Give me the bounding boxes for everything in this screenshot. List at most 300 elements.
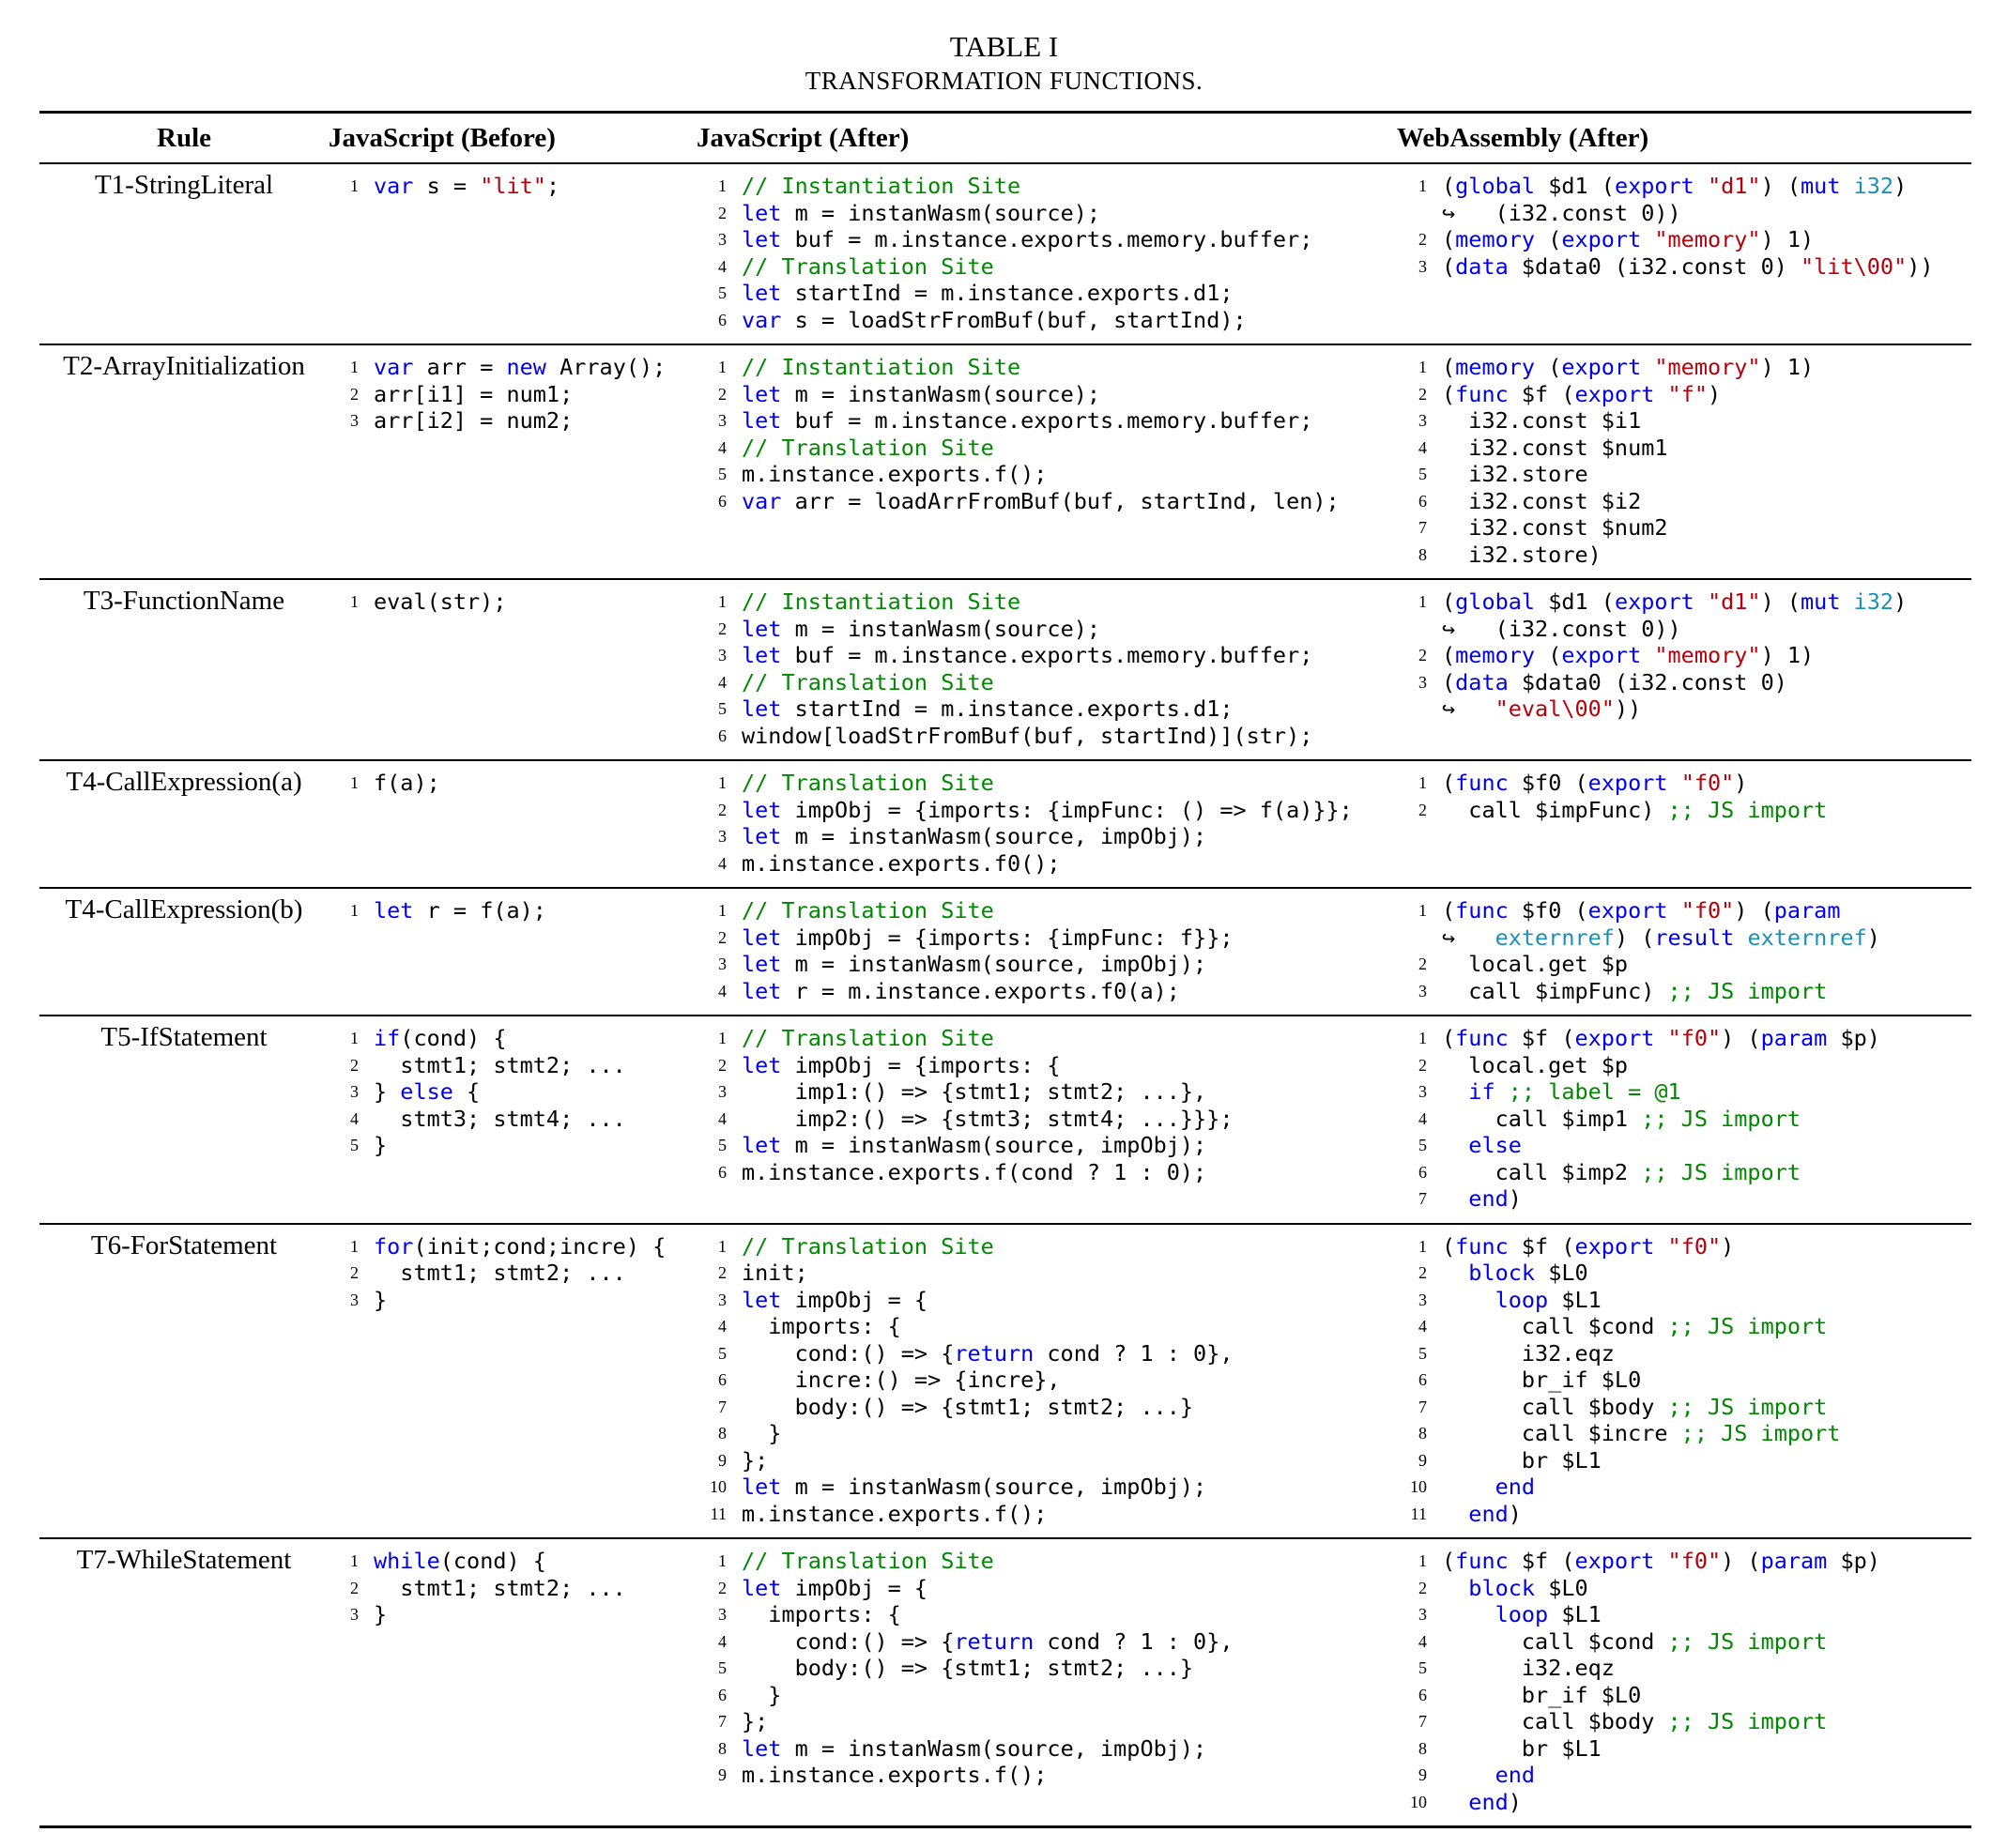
line-number: 7 bbox=[718, 1397, 727, 1416]
token: ) bbox=[1721, 1232, 1735, 1260]
line-number: 3 bbox=[1418, 256, 1427, 276]
token: { bbox=[452, 1078, 481, 1105]
code-line bbox=[697, 1762, 1397, 1789]
token: stmt1; stmt2; ... bbox=[374, 1051, 626, 1078]
header-js-before: JavaScript (Before) bbox=[329, 113, 697, 164]
code-text bbox=[742, 1132, 1206, 1159]
token: cond:() => { bbox=[742, 1339, 955, 1367]
header-rule: Rule bbox=[39, 113, 329, 164]
line-number: 10 bbox=[710, 1477, 727, 1496]
rule-name: T6-ForStatement bbox=[39, 1224, 329, 1539]
code-text bbox=[1442, 1575, 1588, 1602]
token-kw: block bbox=[1468, 1260, 1536, 1286]
line-number: 6 bbox=[1418, 1370, 1427, 1389]
token-ty: i32 bbox=[1853, 588, 1894, 615]
line-number: 5 bbox=[350, 1136, 359, 1154]
token-kw: global bbox=[1455, 588, 1536, 615]
token bbox=[1654, 1548, 1667, 1574]
code-text bbox=[1442, 1367, 1641, 1394]
token-str: "f0" bbox=[1667, 1025, 1722, 1051]
token-kw: let bbox=[742, 1474, 782, 1500]
code-text bbox=[374, 588, 506, 616]
code-text bbox=[1442, 1628, 1827, 1656]
code-line bbox=[329, 1260, 697, 1287]
line-number bbox=[1397, 200, 1442, 227]
line-number: 5 bbox=[718, 465, 727, 483]
code-line bbox=[329, 770, 697, 797]
token-kw: memory bbox=[1455, 226, 1536, 252]
token bbox=[1840, 588, 1853, 615]
line-number: 2 bbox=[1418, 230, 1427, 249]
code-wasm bbox=[1397, 163, 1971, 344]
code-text bbox=[742, 488, 1340, 515]
line-number: 1 bbox=[350, 592, 359, 611]
code-text bbox=[374, 1548, 546, 1575]
token-kw: memory bbox=[1455, 354, 1536, 380]
code-text bbox=[742, 1682, 781, 1709]
code-line bbox=[697, 770, 1397, 797]
token-kw: end bbox=[1468, 1185, 1509, 1212]
line-number: 2 bbox=[1418, 1578, 1427, 1597]
code-text bbox=[742, 1078, 1206, 1106]
code-text bbox=[374, 1575, 626, 1602]
token: ) bbox=[1893, 173, 1908, 199]
token bbox=[1668, 770, 1681, 796]
token: $p) bbox=[1827, 1548, 1880, 1574]
line-number: 5 bbox=[718, 699, 727, 718]
token-kw: let bbox=[742, 695, 782, 722]
code-line bbox=[1397, 1628, 1971, 1656]
line-number: 4 bbox=[718, 853, 727, 873]
code-text bbox=[1442, 1735, 1602, 1763]
token: i32.const $num2 bbox=[1442, 514, 1668, 541]
token-kw: let bbox=[742, 280, 782, 306]
code-line bbox=[1397, 951, 1971, 978]
code-text bbox=[742, 1420, 781, 1447]
code-text bbox=[742, 1340, 1234, 1367]
code-line bbox=[697, 978, 1397, 1005]
code-line bbox=[697, 435, 1397, 462]
code-line bbox=[697, 797, 1397, 824]
token: ) ( bbox=[1721, 1025, 1761, 1051]
line-number: 10 bbox=[1410, 1792, 1427, 1811]
transformation-table bbox=[39, 111, 1971, 1828]
token-kw: let bbox=[374, 897, 414, 924]
token-kw: if bbox=[374, 1025, 401, 1051]
token-cm: ;; label = @1 bbox=[1508, 1078, 1681, 1105]
code-text bbox=[1442, 381, 1721, 408]
code-text bbox=[742, 1762, 1047, 1789]
token-kw: let bbox=[742, 977, 782, 1004]
line-number: 3 bbox=[1418, 1290, 1427, 1309]
code-line bbox=[697, 280, 1397, 307]
token-kw: else bbox=[400, 1078, 453, 1105]
table-row bbox=[39, 760, 1971, 888]
code-line bbox=[329, 1078, 697, 1106]
code-line bbox=[1397, 1106, 1971, 1133]
token: $f0 ( bbox=[1508, 897, 1588, 924]
token-kw: func bbox=[1455, 1232, 1509, 1260]
token-cm: // Translation Site bbox=[742, 668, 994, 695]
code-line bbox=[329, 1025, 697, 1052]
code-line bbox=[697, 461, 1397, 488]
line-number: 3 bbox=[350, 1290, 359, 1309]
line-number: 1 bbox=[1418, 1236, 1427, 1256]
code-text bbox=[1442, 1287, 1602, 1314]
line-number: 3 bbox=[1418, 1082, 1427, 1101]
token: } bbox=[742, 1420, 782, 1446]
line-number: 6 bbox=[718, 491, 727, 511]
code-before bbox=[329, 1538, 697, 1827]
code-line bbox=[697, 381, 1397, 408]
token: m = instanWasm(source); bbox=[781, 615, 1101, 642]
token: i32.const $num1 bbox=[1442, 434, 1668, 461]
code-text bbox=[374, 1233, 666, 1260]
code-wasm bbox=[1397, 760, 1971, 888]
code-text bbox=[374, 1287, 387, 1314]
code-before bbox=[329, 888, 697, 1016]
code-line bbox=[697, 307, 1397, 334]
token: (cond) { bbox=[400, 1025, 507, 1051]
header-wasm-after: WebAssembly (After) bbox=[1397, 113, 1971, 164]
code-after bbox=[697, 579, 1397, 760]
token bbox=[1840, 173, 1853, 199]
line-number: 2 bbox=[1418, 955, 1427, 973]
token: ) bbox=[1508, 1500, 1522, 1527]
line-number: 8 bbox=[1418, 1424, 1427, 1443]
token: stmt1; stmt2; ... bbox=[374, 1260, 626, 1286]
code-text bbox=[742, 173, 1020, 200]
token: } bbox=[374, 1601, 388, 1627]
line-number: 6 bbox=[1418, 1162, 1427, 1182]
token-kw: end bbox=[1495, 1474, 1536, 1500]
code-line bbox=[1397, 1367, 1971, 1394]
line-number: 6 bbox=[718, 1370, 727, 1389]
line-number: 1 bbox=[718, 773, 727, 792]
token-cm: ;; JS import bbox=[1667, 1627, 1828, 1655]
token: call $impFunc) bbox=[1442, 977, 1668, 1004]
code-text bbox=[742, 1655, 1193, 1682]
token: eval(str); bbox=[374, 588, 507, 615]
code-text bbox=[1442, 435, 1668, 462]
code-line bbox=[1397, 1052, 1971, 1079]
token: buf = m.instance.exports.memory.buffer; bbox=[781, 642, 1313, 668]
line-number: 4 bbox=[718, 1108, 727, 1128]
code-line bbox=[697, 1420, 1397, 1447]
code-text bbox=[742, 253, 994, 281]
token-cm: ;; JS import bbox=[1641, 1105, 1801, 1132]
line-number: 1 bbox=[1418, 358, 1427, 376]
token: m = instanWasm(source, impObj); bbox=[781, 1132, 1207, 1158]
code-line bbox=[1397, 1287, 1971, 1314]
code-line bbox=[697, 488, 1397, 515]
token-cm: ;; JS import bbox=[1667, 1708, 1828, 1734]
code-text bbox=[1442, 616, 1681, 643]
code-line bbox=[1397, 1025, 1971, 1052]
token: ) bbox=[1734, 770, 1748, 796]
token: ) 1) bbox=[1760, 354, 1815, 380]
token: buf = m.instance.exports.memory.buffer; bbox=[781, 407, 1313, 434]
code-text bbox=[1442, 1655, 1615, 1682]
line-number: 5 bbox=[1418, 1343, 1427, 1363]
table-title: TRANSFORMATION FUNCTIONS. bbox=[805, 67, 1203, 95]
code-line bbox=[697, 1575, 1397, 1602]
token-str: "f" bbox=[1667, 380, 1708, 407]
code-text bbox=[742, 924, 1234, 952]
line-number: 6 bbox=[718, 310, 727, 329]
token-cm: // Instantiation Site bbox=[742, 354, 1021, 380]
token-kw: export bbox=[1587, 897, 1668, 924]
token-kw: new bbox=[506, 354, 546, 380]
token: ( bbox=[1442, 770, 1456, 796]
token: $f ( bbox=[1508, 1025, 1575, 1051]
token-kw: memory bbox=[1455, 642, 1536, 668]
rule-name: T2-ArrayInitialization bbox=[39, 344, 329, 579]
code-line bbox=[329, 1575, 697, 1602]
token: br $L1 bbox=[1442, 1446, 1602, 1474]
code-text bbox=[1442, 1132, 1522, 1159]
code-text bbox=[742, 1287, 927, 1314]
code-line bbox=[1397, 200, 1971, 227]
token: ) bbox=[1508, 1185, 1522, 1212]
token: ( bbox=[1442, 252, 1456, 280]
line-number: 3 bbox=[350, 1605, 359, 1624]
table-row bbox=[39, 1538, 1971, 1827]
token bbox=[1442, 1575, 1468, 1601]
code-text bbox=[1442, 1052, 1628, 1079]
line-number: 2 bbox=[718, 1578, 727, 1597]
token bbox=[1442, 1260, 1468, 1286]
rule-name: T5-IfStatement bbox=[39, 1016, 329, 1224]
line-number: 1 bbox=[718, 592, 727, 611]
code-line bbox=[1397, 669, 1971, 696]
table-label: TABLE I bbox=[949, 30, 1059, 63]
code-line bbox=[697, 616, 1397, 643]
code-text bbox=[742, 1601, 901, 1628]
token: i32.const $i2 bbox=[1442, 487, 1642, 514]
code-text bbox=[742, 1025, 994, 1052]
token bbox=[1442, 1185, 1468, 1212]
token bbox=[1641, 642, 1654, 668]
line-number: 11 bbox=[710, 1504, 727, 1523]
token bbox=[1442, 1501, 1468, 1527]
token-kw: export bbox=[1574, 380, 1655, 407]
token: ( bbox=[1442, 1232, 1456, 1260]
code-line bbox=[1397, 1233, 1971, 1260]
token bbox=[1641, 354, 1654, 380]
token-str: "eval\00" bbox=[1495, 695, 1615, 722]
line-number: 2 bbox=[1418, 1055, 1427, 1075]
code-line bbox=[697, 924, 1397, 952]
code-text bbox=[374, 1601, 387, 1628]
token: arr[i2] = num2; bbox=[374, 407, 574, 434]
line-number: 3 bbox=[1418, 672, 1427, 692]
code-line bbox=[697, 669, 1397, 696]
token: ) bbox=[1708, 380, 1722, 407]
token-kw: let bbox=[742, 924, 782, 951]
code-wasm bbox=[1397, 344, 1971, 579]
code-line bbox=[1397, 642, 1971, 669]
line-number: 8 bbox=[1418, 544, 1427, 564]
token: m = instanWasm(source, impObj); bbox=[781, 823, 1207, 849]
token-kw: let bbox=[742, 951, 782, 977]
code-text bbox=[1442, 897, 1840, 924]
token: i32.store bbox=[1442, 461, 1588, 487]
code-line bbox=[1397, 1682, 1971, 1709]
code-text bbox=[1442, 1025, 1880, 1052]
token: )) bbox=[1614, 695, 1642, 722]
token: m.instance.exports.f(cond ? 1 : 0); bbox=[742, 1158, 1207, 1185]
line-number: 4 bbox=[718, 437, 727, 457]
token bbox=[1442, 1789, 1468, 1815]
table-row bbox=[39, 579, 1971, 760]
code-line bbox=[697, 823, 1397, 850]
token: ) ( bbox=[1734, 897, 1774, 924]
code-text bbox=[1442, 770, 1747, 797]
line-number: 2 bbox=[718, 800, 727, 819]
code-text bbox=[1442, 1501, 1522, 1528]
code-text bbox=[742, 1474, 1206, 1501]
token: br $L1 bbox=[1442, 1734, 1602, 1762]
token-cm: ;; JS import bbox=[1641, 1158, 1801, 1185]
token bbox=[1442, 1474, 1495, 1500]
code-text bbox=[742, 1501, 1047, 1528]
token-kw: var bbox=[742, 487, 782, 514]
token-cm: // Translation Site bbox=[742, 252, 994, 280]
token: body:() => {stmt1; stmt2; ...} bbox=[742, 1393, 1194, 1420]
line-number: 1 bbox=[1418, 1029, 1427, 1047]
code-text bbox=[374, 1078, 480, 1106]
code-line bbox=[1397, 1420, 1971, 1447]
code-text bbox=[1442, 1106, 1801, 1133]
token-kw: loop bbox=[1495, 1601, 1549, 1627]
line-number: 5 bbox=[1418, 1658, 1427, 1677]
token-kw: let bbox=[742, 226, 782, 252]
token-kw: export bbox=[1614, 173, 1694, 199]
line-number: 6 bbox=[1418, 491, 1427, 511]
code-line bbox=[1397, 226, 1971, 253]
code-text bbox=[1442, 924, 1880, 952]
line-number: 4 bbox=[718, 1631, 727, 1651]
code-line bbox=[329, 1106, 697, 1133]
token: ( bbox=[1442, 668, 1456, 695]
token: call $imp1 bbox=[1442, 1105, 1642, 1132]
token: i32.eqz bbox=[1442, 1339, 1615, 1367]
line-number: 3 bbox=[1418, 981, 1427, 1000]
token: m = instanWasm(source); bbox=[781, 380, 1101, 407]
token-kw: let bbox=[742, 1574, 782, 1601]
code-line bbox=[697, 1601, 1397, 1628]
token: startInd = m.instance.exports.d1; bbox=[781, 280, 1234, 306]
token-kw: func bbox=[1455, 380, 1509, 407]
code-text bbox=[742, 978, 1180, 1005]
code-text bbox=[374, 1052, 626, 1079]
token: ( bbox=[1442, 354, 1456, 380]
code-line bbox=[697, 1548, 1397, 1575]
token: i32.eqz bbox=[1442, 1655, 1615, 1681]
code-text bbox=[742, 1575, 927, 1602]
token bbox=[1442, 1132, 1468, 1158]
code-line bbox=[1397, 1708, 1971, 1735]
code-wasm bbox=[1397, 888, 1971, 1016]
code-text bbox=[1442, 1185, 1522, 1213]
code-line bbox=[329, 1233, 697, 1260]
token-cm: // Instantiation Site bbox=[742, 173, 1021, 199]
code-line bbox=[697, 1447, 1397, 1474]
code-text bbox=[1442, 1762, 1535, 1789]
token-str: "memory" bbox=[1654, 642, 1761, 668]
code-line bbox=[1397, 797, 1971, 824]
token-kw: mut bbox=[1801, 173, 1841, 199]
line-number: 2 bbox=[1418, 646, 1427, 664]
line-number: 2 bbox=[1418, 1263, 1427, 1282]
token bbox=[1668, 897, 1681, 924]
token-kw: else bbox=[1468, 1132, 1522, 1158]
code-line bbox=[697, 588, 1397, 616]
token: impObj = {imports: { bbox=[781, 1051, 1061, 1078]
code-text bbox=[1442, 669, 1787, 696]
token-str: "memory" bbox=[1654, 354, 1761, 380]
code-line bbox=[1397, 354, 1971, 381]
code-line bbox=[697, 1708, 1397, 1735]
code-line bbox=[1397, 588, 1971, 616]
token: }; bbox=[742, 1708, 769, 1734]
line-number: 3 bbox=[1418, 1605, 1427, 1624]
token-str: "f0" bbox=[1667, 1232, 1722, 1260]
token-cm: ;; JS import bbox=[1680, 1420, 1841, 1446]
token-cm: // Translation Site bbox=[742, 897, 994, 924]
code-line bbox=[697, 1655, 1397, 1682]
token: br_if $L0 bbox=[1442, 1681, 1642, 1708]
code-text bbox=[742, 381, 1100, 408]
line-number: 1 bbox=[350, 1029, 359, 1047]
code-line bbox=[697, 1078, 1397, 1106]
code-text bbox=[742, 1106, 1233, 1133]
token bbox=[1694, 173, 1708, 199]
line-number: 9 bbox=[1418, 1450, 1427, 1470]
code-line bbox=[1397, 1601, 1971, 1628]
code-text bbox=[1442, 1420, 1840, 1447]
token: ) ( bbox=[1614, 924, 1655, 951]
token: $d1 ( bbox=[1535, 173, 1615, 199]
token-kw: export bbox=[1574, 1025, 1655, 1051]
code-line bbox=[1397, 770, 1971, 797]
line-number: 4 bbox=[1418, 437, 1427, 457]
code-text bbox=[1442, 1233, 1734, 1260]
code-line bbox=[697, 1052, 1397, 1079]
code-text bbox=[742, 435, 994, 462]
token-kw: end bbox=[1468, 1788, 1509, 1815]
token: local.get $p bbox=[1442, 1051, 1629, 1078]
line-number: 1 bbox=[350, 1551, 359, 1570]
token-kw: let bbox=[742, 642, 782, 668]
token: ( bbox=[1442, 1548, 1456, 1574]
token: ) ( bbox=[1760, 588, 1801, 615]
code-line bbox=[697, 1394, 1397, 1421]
token-ty: externref bbox=[1747, 924, 1867, 951]
code-line bbox=[329, 1052, 697, 1079]
token: m.instance.exports.f(); bbox=[742, 1762, 1048, 1788]
code-line bbox=[1397, 253, 1971, 281]
table-body bbox=[39, 163, 1971, 1827]
token-str: "d1" bbox=[1707, 173, 1761, 199]
code-line bbox=[1397, 1575, 1971, 1602]
code-text bbox=[1442, 1601, 1602, 1628]
token-kw: param bbox=[1773, 897, 1841, 924]
line-number: 1 bbox=[718, 1029, 727, 1047]
table-row bbox=[39, 163, 1971, 344]
line-number: 3 bbox=[718, 230, 727, 249]
